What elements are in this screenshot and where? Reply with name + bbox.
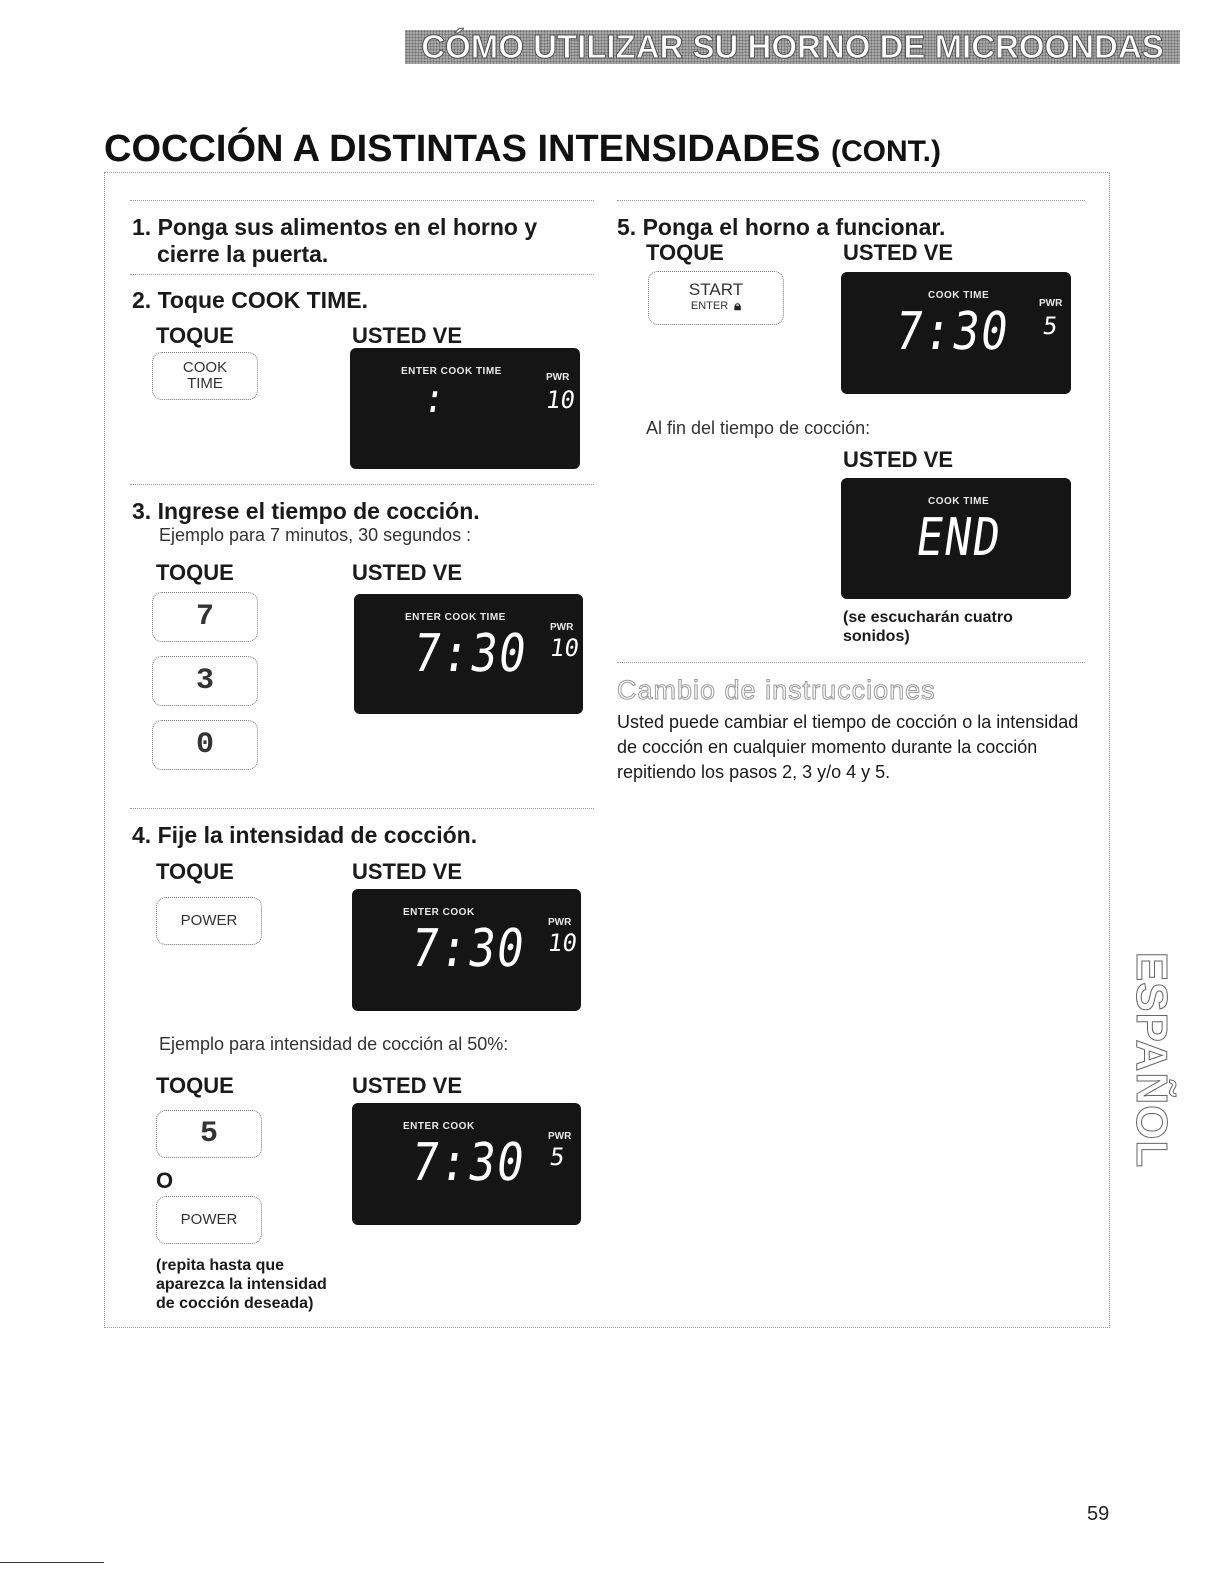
step-1 — [132, 214, 537, 268]
toque-label: TOQUE — [156, 1073, 234, 1098]
oven-display-end — [841, 478, 1071, 599]
toque-label: TOQUE — [156, 323, 234, 348]
toque-label: TOQUE — [156, 859, 234, 884]
end-note-line: sonidos) — [843, 628, 910, 645]
display-pwr: PWR — [1039, 298, 1063, 309]
usted-ve-label: USTED VE — [352, 323, 463, 348]
display-indicators: ENTER COOK TIME — [401, 366, 502, 377]
divider — [130, 484, 594, 485]
end-note — [843, 608, 1013, 646]
display-digits: : — [420, 376, 450, 422]
number-7-label: 7 — [195, 600, 214, 634]
display-pwr: PWR — [548, 917, 572, 928]
power-button[interactable] — [156, 897, 262, 945]
number-3-button[interactable] — [152, 656, 258, 706]
cook-time-button-label: COOK TIME — [182, 359, 228, 392]
toque-label: TOQUE — [156, 560, 234, 585]
display-power-level: 5 — [1041, 312, 1060, 340]
lock-icon: 🔒︎ — [734, 298, 742, 313]
language-side-tab-label: ESPAÑOL — [1127, 951, 1176, 1169]
page-title-suffix: (CONT.) — [830, 135, 941, 168]
start-label: START — [688, 280, 744, 299]
display-indicators: COOK TIME — [928, 496, 990, 507]
display-digits: 7:30 — [891, 302, 1014, 362]
display-pwr: PWR — [550, 622, 574, 633]
repeat-note-line: (repita hasta que — [156, 1257, 285, 1274]
step-5-heading: 5. Ponga el horno a funcionar. — [617, 214, 946, 240]
oven-display — [352, 1103, 581, 1225]
divider — [130, 274, 594, 275]
cambio-heading: Cambio de instrucciones — [617, 675, 936, 705]
display-indicators: ENTER COOK — [403, 907, 475, 918]
power-button-label: POWER — [180, 912, 238, 929]
enter-row — [691, 298, 741, 314]
number-5-label: 5 — [199, 1117, 218, 1151]
divider — [617, 200, 1085, 201]
enter-label: ENTER — [690, 300, 729, 312]
power-button[interactable] — [156, 1196, 262, 1244]
step-1-line-1: 1. Ponga sus alimentos en el horno y — [132, 214, 538, 240]
cambio-body: Usted puede cambiar el tiempo de cocción o la intensidad de cocción en cualquier momento durante la cocción repitiendo los pasos 2, 3 y/o 4 y 5. — [617, 712, 1079, 782]
language-side-tab — [1124, 940, 1178, 1180]
repeat-note — [156, 1256, 327, 1313]
number-3-label: 3 — [195, 664, 214, 698]
display-digits: 7:30 — [409, 624, 532, 684]
display-power-level: 10 — [546, 929, 579, 957]
page-title-main: COCCIÓN A DISTINTAS INTENSIDADES — [104, 128, 821, 170]
divider — [130, 200, 594, 201]
start-enter-button[interactable] — [648, 271, 784, 325]
display-pwr: PWR — [546, 372, 570, 383]
display-digits: 7:30 — [407, 1133, 530, 1193]
repeat-note-line: aparezca la intensidad — [156, 1276, 327, 1293]
number-0-label: 0 — [195, 728, 214, 762]
oven-display — [352, 889, 581, 1011]
display-indicators: ENTER COOK TIME — [405, 612, 506, 623]
step-4-example: Ejemplo para intensidad de cocción al 50%: — [159, 1034, 509, 1054]
cook-time-button[interactable] — [152, 352, 258, 400]
section-banner — [405, 30, 1180, 64]
usted-ve-label: USTED VE — [352, 859, 463, 884]
oven-display — [350, 348, 580, 469]
step-3-example: Ejemplo para 7 minutos, 30 segundos : — [159, 525, 472, 545]
display-indicators: ENTER COOK — [403, 1121, 475, 1132]
step-4-heading: 4. Fije la intensidad de cocción. — [132, 822, 478, 848]
toque-label: TOQUE — [646, 240, 724, 265]
display-power-level: 10 — [544, 386, 577, 414]
divider — [130, 808, 594, 809]
step-2-heading: 2. Toque COOK TIME. — [132, 287, 368, 313]
display-power-level: 10 — [548, 634, 581, 662]
usted-ve-label: USTED VE — [352, 1073, 463, 1098]
repeat-note-line: de cocción deseada) — [156, 1295, 314, 1312]
end-of-cook-text: Al fin del tiempo de cocción: — [646, 418, 871, 438]
divider — [617, 662, 1085, 663]
display-digits: END — [912, 508, 1006, 568]
number-5-button[interactable] — [156, 1110, 262, 1158]
display-digits: 7:30 — [407, 919, 530, 979]
step-1-line-2: cierre la puerta. — [157, 241, 329, 267]
usted-ve-label: USTED VE — [352, 560, 463, 585]
banner-text: CÓMO UTILIZAR SU HORNO DE MICROONDAS — [421, 28, 1164, 65]
usted-ve-label: USTED VE — [843, 447, 954, 472]
page-number: 59 — [1087, 1503, 1110, 1525]
oven-display — [841, 272, 1071, 394]
power-button-label: POWER — [180, 1211, 238, 1228]
number-0-button[interactable] — [152, 720, 258, 770]
display-pwr: PWR — [548, 1131, 572, 1142]
usted-ve-label: USTED VE — [843, 240, 954, 265]
step-3-heading: 3. Ingrese el tiempo de cocción. — [132, 498, 480, 524]
display-power-level: 5 — [548, 1143, 567, 1171]
footer-rule — [0, 1562, 104, 1563]
oven-display — [354, 594, 583, 714]
number-7-button[interactable] — [152, 592, 258, 642]
display-indicators: COOK TIME — [928, 290, 990, 301]
page-title — [104, 128, 941, 171]
or-label: O — [156, 1168, 174, 1193]
end-note-line: (se escucharán cuatro — [843, 609, 1013, 626]
